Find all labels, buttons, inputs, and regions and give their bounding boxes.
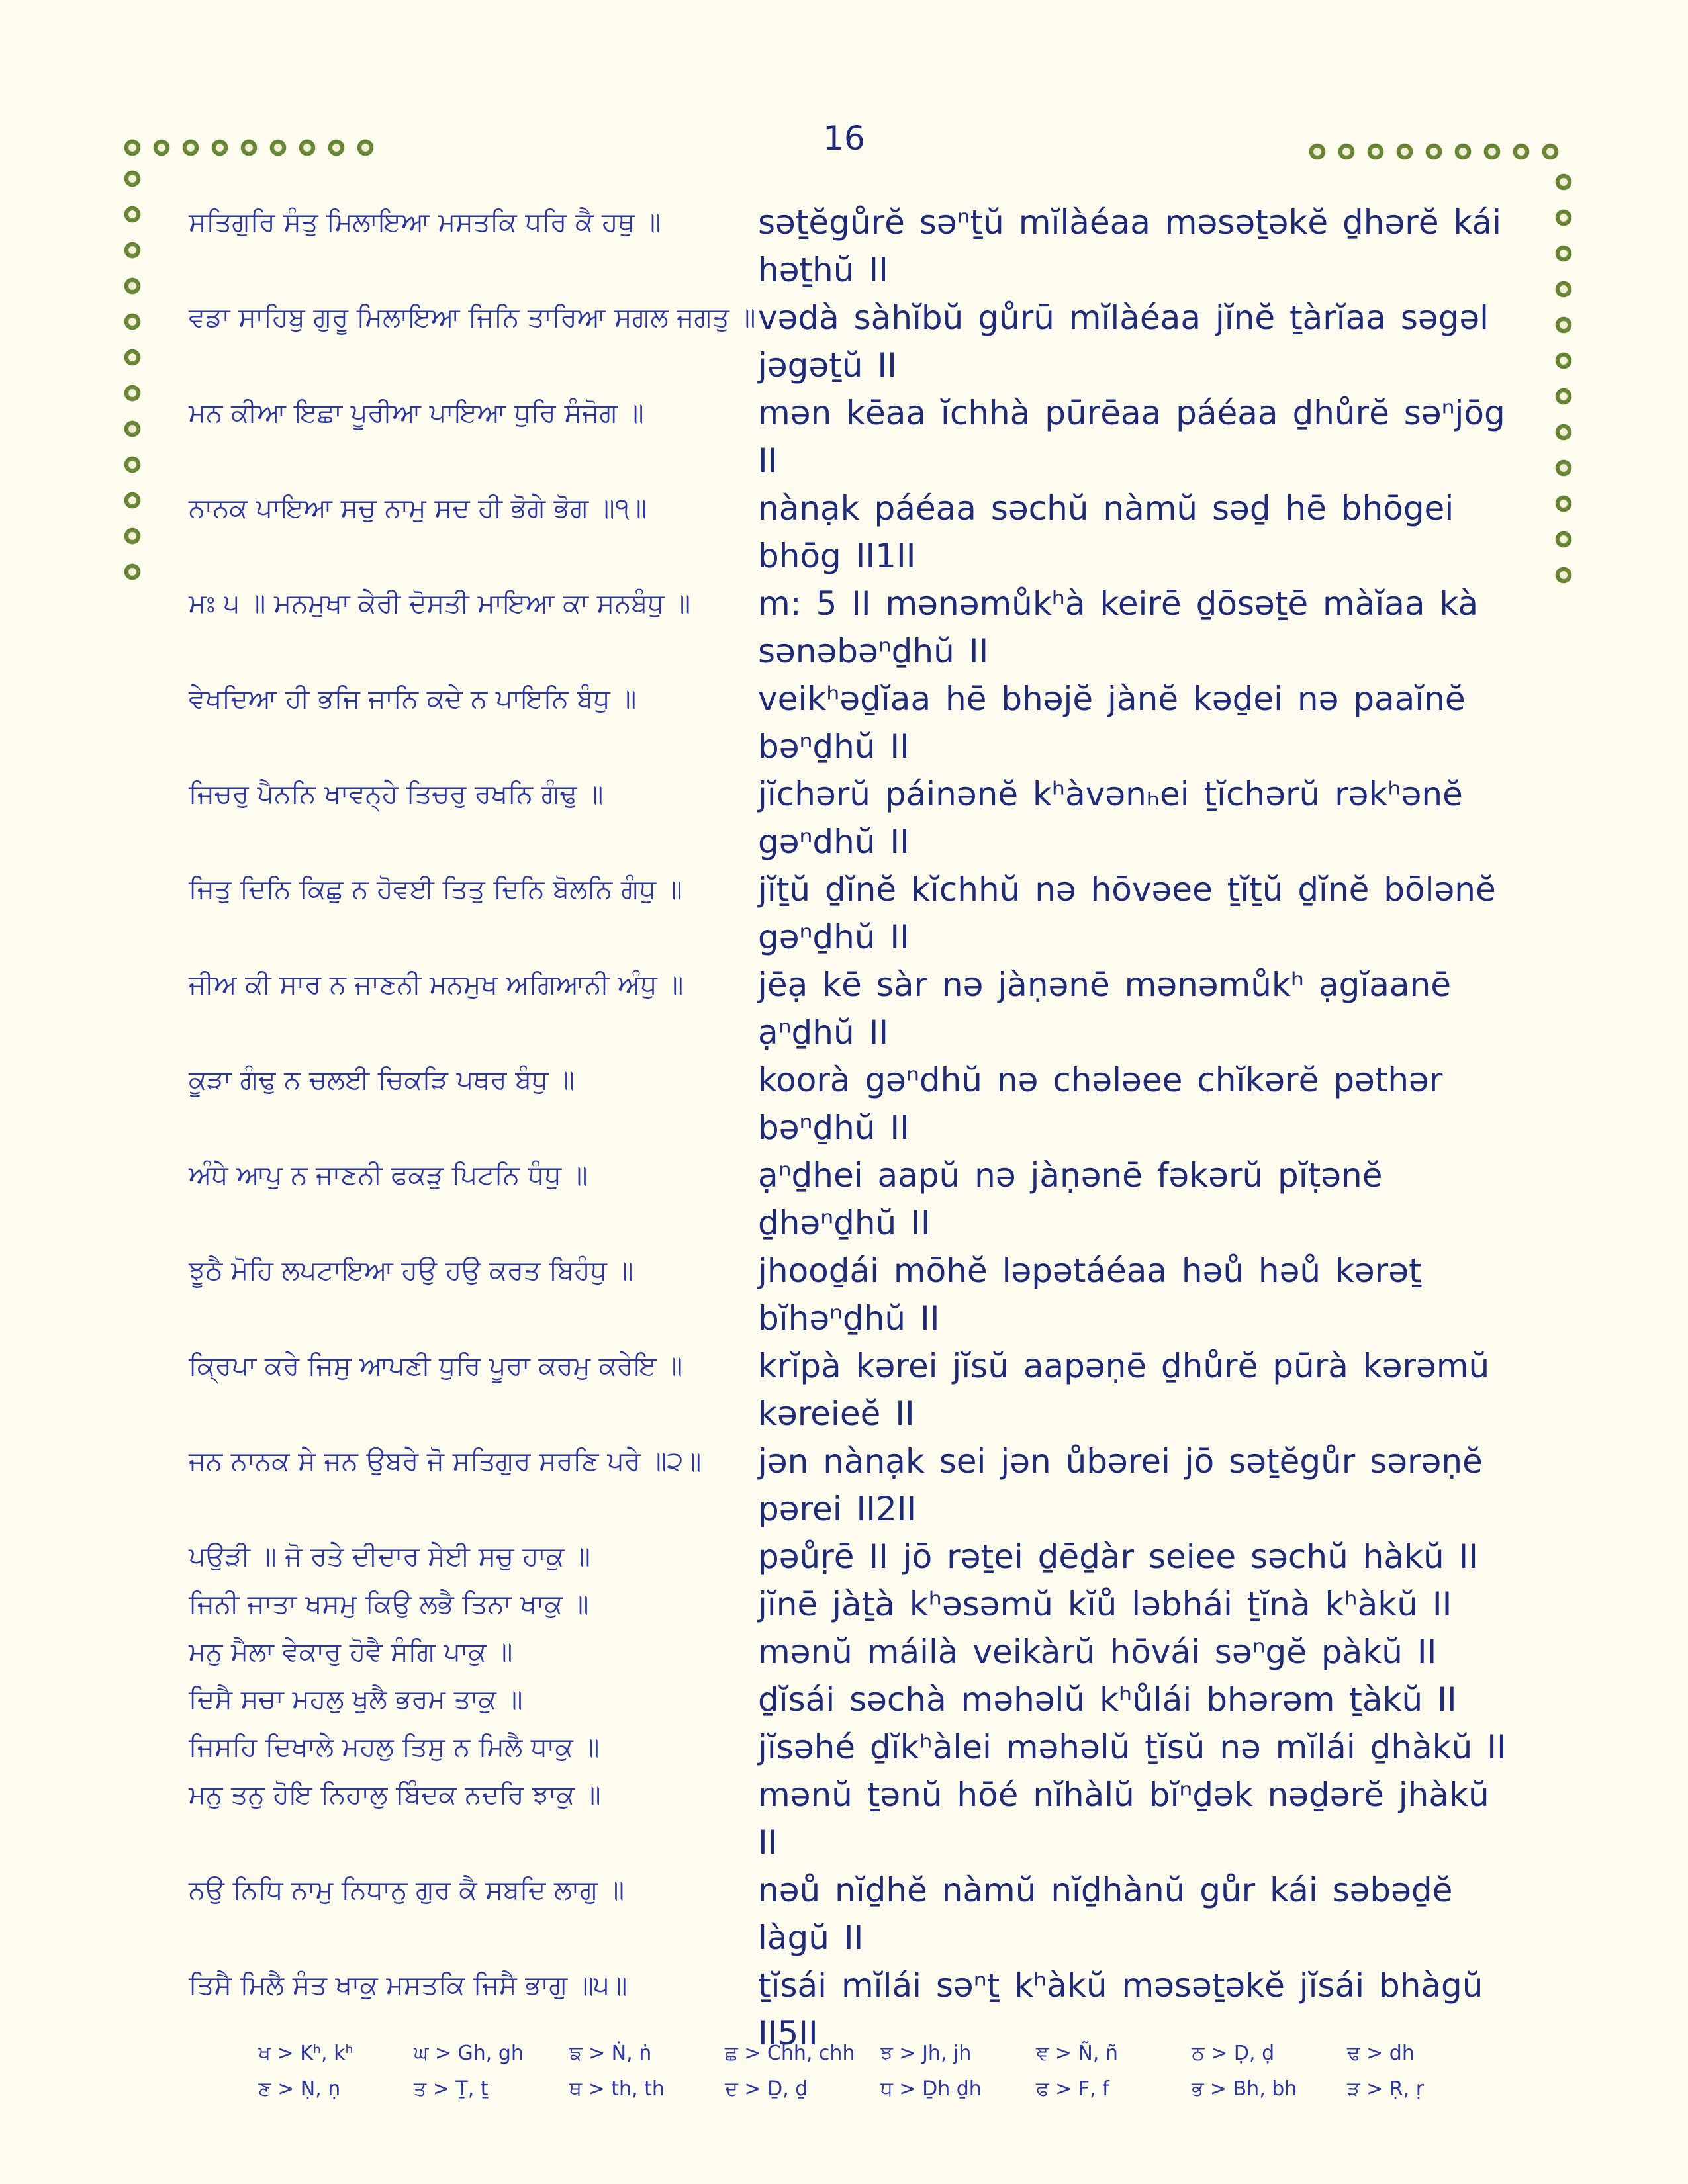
gurmukhi-line: ਮਨ ਕੀਆ ਇਛਾ ਪੂਰੀਆ ਪਾਇਆ ਧੁਰਿ ਸੰਜੋਗ ॥ bbox=[189, 398, 644, 428]
verse-row bbox=[189, 1056, 1509, 1152]
flower-icon bbox=[1554, 244, 1573, 263]
transliteration-legend bbox=[258, 2035, 1450, 2107]
transliteration-line: mən kēaa ĭchhà pūrēaa páéaa ḏhůrĕ səⁿjōg II bbox=[758, 394, 1505, 480]
flower-icon bbox=[355, 138, 375, 158]
verse-row bbox=[189, 1533, 1509, 1580]
transliteration-line: jĭnē jàṯà kʰəsəmŭ kĭů ləbhái ṯĭnà kʰàkŭ II bbox=[758, 1585, 1452, 1623]
legend-row bbox=[258, 2035, 1450, 2071]
verse-list bbox=[189, 199, 1509, 2057]
verse-row bbox=[189, 1342, 1509, 1437]
flower-icon bbox=[122, 455, 142, 475]
flower-icon bbox=[1554, 529, 1573, 549]
legend-item: ਢ > dh bbox=[1347, 2041, 1415, 2065]
legend-item: ਤ > Ṯ, ṯ bbox=[414, 2077, 489, 2101]
verse-row bbox=[189, 961, 1509, 1056]
flower-icon bbox=[122, 383, 142, 403]
verse-row bbox=[189, 294, 1509, 389]
gurmukhi-line: ਨਾਨਕ ਪਾਇਆ ਸਚੁ ਨਾਮੁ ਸਦ ਹੀ ਭੋਗੇ ਭੋਗ ॥੧॥ bbox=[189, 493, 647, 523]
verse-row bbox=[189, 580, 1509, 675]
transliteration-line: jĭsəhé ḏĭkʰàlei məhəlŭ ṯĭsŭ nə mĭlái ḏhàkŭ II bbox=[758, 1728, 1507, 1766]
gurmukhi-line: ਜਿਚਰੁ ਪੈਨਨਿ ਖਾਵਨ੍ਹੇ ਤਿਚਰੁ ਰਖਨਿ ਗੰਢੁ ॥ bbox=[189, 779, 604, 809]
flower-icon bbox=[1307, 142, 1327, 161]
flower-icon bbox=[268, 138, 288, 158]
legend-item: ਖ > Kʰ, kʰ bbox=[258, 2041, 353, 2065]
transliteration-line: mənŭ máilà veikàrŭ hōvái səⁿgĕ pàkŭ II bbox=[758, 1633, 1437, 1671]
legend-item: ਛ > Chh, chh bbox=[725, 2041, 855, 2065]
transliteration-line: nànạk páéaa səchŭ nàmŭ səḏ hē bhōgei bhōg II1II bbox=[758, 489, 1454, 575]
flower-icon bbox=[122, 240, 142, 260]
flower-icon bbox=[122, 312, 142, 332]
transliteration-line: krĭpà kərei jĭsŭ aapəṇē ḏhůrĕ pūrà kərəmŭ kəreieĕ II bbox=[758, 1347, 1490, 1433]
flower-icon bbox=[1395, 142, 1415, 161]
legend-row bbox=[258, 2071, 1450, 2107]
gurmukhi-line: ਮਨੁ ਤਨੁ ਹੋਇ ਨਿਹਾਲੁ ਬਿੰਦਕ ਨਦਰਿ ਝਾਕੁ ॥ bbox=[189, 1780, 601, 1810]
flower-icon bbox=[1336, 142, 1356, 161]
flower-icon bbox=[1554, 422, 1573, 442]
transliteration-line: veikʰəḏĭaa hē bhəjĕ jànĕ kəḏei nə paaĭnĕ bəⁿḏhŭ II bbox=[758, 680, 1466, 766]
verse-row bbox=[189, 1866, 1509, 1962]
verse-row bbox=[189, 1247, 1509, 1342]
legend-item: ਠ > Ḍ, ḍ bbox=[1192, 2041, 1275, 2065]
verse-row bbox=[189, 1628, 1509, 1676]
legend-item: ਞ > Ñ, ñ bbox=[1036, 2041, 1118, 2065]
gurmukhi-line: ਜਿਤੁ ਦਿਨਿ ਕਿਛੁ ਨ ਹੋਵਈ ਤਿਤੁ ਦਿਨਿ ਬੋਲਨਿ ਗੰਧੁ ॥ bbox=[189, 874, 682, 905]
legend-item: ਝ > Jh, jh bbox=[880, 2041, 972, 2065]
gurmukhi-line: ਕੂੜਾ ਗੰਢੁ ਨ ਚਲਈ ਚਿਕੜਿ ਪਥਰ ਬੰਧੁ ॥ bbox=[189, 1065, 575, 1095]
flower-icon bbox=[1540, 142, 1560, 161]
verse-row bbox=[189, 1676, 1509, 1723]
flower-icon bbox=[122, 490, 142, 510]
flower-icon bbox=[122, 347, 142, 367]
gurmukhi-line: ਨਉ ਨਿਧਿ ਨਾਮੁ ਨਿਧਾਨੁ ਗੁਰ ਕੈ ਸਬਦਿ ਲਾਗੁ ॥ bbox=[189, 1875, 625, 1905]
gurmukhi-line: ਮਨੁ ਮੈਲਾ ਵੇਕਾਰੁ ਹੋਵੈ ਸੰਗਿ ਪਾਕੁ ॥ bbox=[189, 1637, 513, 1667]
flower-icon bbox=[1554, 494, 1573, 514]
legend-item: ਭ > Bh, bh bbox=[1192, 2077, 1297, 2101]
flower-icon bbox=[297, 138, 317, 158]
gurmukhi-line: ਮਃ ੫ ॥ ਮਨਮੁਖਾ ਕੇਰੀ ਦੋਸਤੀ ਮਾਇਆ ਕਾ ਸਨਬੰਧੁ ॥ bbox=[189, 588, 691, 619]
verse-row bbox=[189, 1580, 1509, 1628]
transliteration-line: jhooḏái mōhĕ ləpətáéaa həů həů kərəṯ bĭhəⁿḏhŭ II bbox=[758, 1251, 1422, 1338]
transliteration-line: nəů nĭḏhĕ nàmŭ nĭḏhànŭ gůr kái səbəḏĕ làgŭ II bbox=[758, 1871, 1453, 1957]
gurmukhi-line: ਝੂਠੈ ਮੋਹਿ ਲਪਟਾਇਆ ਹਉ ਹਉ ਕਰਤ ਬਿਹੰਧੁ ॥ bbox=[189, 1255, 633, 1286]
gurmukhi-line: ਅੰਧੇ ਆਪੁ ਨ ਜਾਣਨੀ ਫਕੜੁ ਪਿਟਨਿ ਧੰਧੁ ॥ bbox=[189, 1160, 588, 1191]
flower-icon bbox=[181, 138, 201, 158]
transliteration-line: koorà gəⁿdhŭ nə chələee chĭkərĕ pəthər bəⁿḏhŭ II bbox=[758, 1061, 1443, 1147]
transliteration-line: mənŭ ṯənŭ hōé nĭhàlŭ bĭⁿḏək nəḏərĕ jhàkŭ II bbox=[758, 1776, 1489, 1862]
legend-item: ਦ > Ḏ, ḏ bbox=[725, 2077, 808, 2101]
flower-icon bbox=[122, 138, 142, 158]
flower-icon bbox=[1366, 142, 1385, 161]
transliteration-line: ạⁿḏhei aapŭ nə jàṇənē fəkərŭ pĭṭənĕ ḏhəⁿḏhŭ II bbox=[758, 1156, 1383, 1242]
verse-row bbox=[189, 1437, 1509, 1533]
flower-icon bbox=[1554, 315, 1573, 335]
flower-icon bbox=[1554, 279, 1573, 299]
gurmukhi-line: ਦਿਸੈ ਸਚਾ ਮਹਲੁ ਖੁਲੈ ਭਰਮ ਤਾਕੁ ॥ bbox=[189, 1684, 523, 1715]
flower-icon bbox=[1424, 142, 1444, 161]
legend-item: ਧ > Ḏh ḏh bbox=[880, 2077, 982, 2101]
ornament-top-left bbox=[122, 138, 375, 164]
flower-icon bbox=[326, 138, 346, 158]
flower-icon bbox=[1511, 142, 1531, 161]
flower-icon bbox=[122, 205, 142, 224]
flower-icon bbox=[239, 138, 259, 158]
gurmukhi-line: ਕ੍ਰਿਪਾ ਕਰੇ ਜਿਸੁ ਆਪਣੀ ਧੁਰਿ ਪੂਰਾ ਕਰਮੁ ਕਰੇਇ ॥ bbox=[189, 1351, 683, 1381]
legend-item: ਣ > Ṇ, ṇ bbox=[258, 2077, 341, 2101]
transliteration-line: m: 5 II mənəmůkʰà keirē ḏōsəṯē màĭaa kà sənəbəⁿḏhŭ II bbox=[758, 584, 1479, 670]
ornament-left-column bbox=[119, 169, 146, 582]
verse-row bbox=[189, 770, 1509, 866]
flower-icon bbox=[1554, 565, 1573, 585]
ornament-right-column bbox=[1550, 172, 1577, 585]
transliteration-line: jēạ kē sàr nə jàṇənē mənəmůkʰ ạgĭaanē ạⁿḏhŭ II bbox=[758, 966, 1451, 1052]
legend-item: ਫ > F, f bbox=[1036, 2077, 1109, 2101]
transliteration-line: jĭchərŭ páinənĕ kʰàvənₕei ṯĭchərŭ rəkʰənĕ gəⁿdhŭ II bbox=[758, 775, 1463, 861]
flower-icon bbox=[1554, 387, 1573, 406]
flower-icon bbox=[122, 419, 142, 439]
verse-row bbox=[189, 484, 1509, 580]
flower-icon bbox=[1482, 142, 1502, 161]
verse-row bbox=[189, 1771, 1509, 1866]
flower-icon bbox=[1453, 142, 1473, 161]
transliteration-line: pəůṛē II jō rəṯei ḏēḏàr seiee səchŭ hàkŭ II bbox=[758, 1537, 1479, 1576]
gurmukhi-line: ਜਿਨੀ ਜਾਤਾ ਖਸਮੁ ਕਿਉ ਲਭੈ ਤਿਨਾ ਖਾਕੁ ॥ bbox=[189, 1589, 589, 1619]
verse-row bbox=[189, 199, 1509, 294]
flower-icon bbox=[122, 169, 142, 189]
verse-row bbox=[189, 866, 1509, 961]
transliteration-line: jĭṯŭ ḏĭnĕ kĭchhŭ nə hōvəee ṯĭṯŭ ḏĭnĕ bōlənĕ gəⁿḏhŭ II bbox=[758, 870, 1496, 956]
flower-icon bbox=[1554, 208, 1573, 228]
gurmukhi-line: ਜੀਅ ਕੀ ਸਾਰ ਨ ਜਾਣਨੀ ਮਨਮੁਖ ਅਗਿਆਨੀ ਅੰਧੁ ॥ bbox=[189, 970, 684, 1000]
legend-item: ੜ > Ṛ, ṛ bbox=[1347, 2077, 1425, 2101]
transliteration-line: jən nànạk sei jən ůbərei jō səṯĕgůr sərəṇĕ pərei II2II bbox=[758, 1442, 1483, 1528]
transliteration-line: səṯĕgůrĕ səⁿṯŭ mĭlàéaa məsəṯəkĕ ḏhərĕ kái həṯhŭ II bbox=[758, 203, 1502, 289]
transliteration-line: vədà sàhĭbŭ gůrū mĭlàéaa jĭnĕ ṯàrĭaa səgəl jəgəṯŭ II bbox=[758, 298, 1489, 385]
page-number: 16 bbox=[823, 119, 865, 158]
verse-row bbox=[189, 675, 1509, 770]
gurmukhi-line: ਤਿਸੈ ਮਿਲੈ ਸੰਤ ਖਾਕੁ ਮਸਤਕਿ ਜਿਸੈ ਭਾਗੁ ॥੫॥ bbox=[189, 1970, 628, 2001]
transliteration-line: ṯĭsái mĭlái səⁿṯ kʰàkŭ məsəṯəkĕ jĭsái bhàgŭ II5II bbox=[758, 1966, 1483, 2052]
transliteration-line: ḏĭsái səchà məhəlŭ kʰůlái bhərəm ṯàkŭ II bbox=[758, 1680, 1457, 1719]
flower-icon bbox=[122, 276, 142, 296]
legend-item: ਙ > Ṅ, ṅ bbox=[569, 2041, 652, 2065]
flower-icon bbox=[1554, 172, 1573, 192]
flower-icon bbox=[122, 562, 142, 582]
legend-item: ਘ > Gh, gh bbox=[414, 2041, 524, 2065]
flower-icon bbox=[210, 138, 230, 158]
ornament-top-right bbox=[1307, 142, 1560, 168]
gurmukhi-line: ਜਨ ਨਾਨਕ ਸੇ ਜਨ ਉਬਰੇ ਜੋ ਸਤਿਗੁਰ ਸਰਣਿ ਪਰੇ ॥੨॥ bbox=[189, 1446, 702, 1477]
legend-item: ਥ > th, th bbox=[569, 2077, 665, 2101]
gurmukhi-line: ਪਉੜੀ ॥ ਜੋ ਰਤੇ ਦੀਦਾਰ ਸੇਈ ਸਚੁ ਹਾਕੁ ॥ bbox=[189, 1541, 590, 1572]
flower-icon bbox=[1554, 458, 1573, 478]
verse-row bbox=[189, 389, 1509, 484]
verse-row bbox=[189, 1723, 1509, 1771]
flower-icon bbox=[152, 138, 171, 158]
gurmukhi-line: ਵਡਾ ਸਾਹਿਬੁ ਗੁਰੂ ਮਿਲਾਇਆ ਜਿਨਿ ਤਾਰਿਆ ਸਗਲ ਜਗਤੁ ॥ bbox=[189, 302, 756, 333]
gurmukhi-line: ਵੇਖਦਿਆ ਹੀ ਭਜਿ ਜਾਨਿ ਕਦੇ ਨ ਪਾਇਨਿ ਬੰਧੁ ॥ bbox=[189, 684, 637, 714]
gurmukhi-line: ਜਿਸਹਿ ਦਿਖਾਲੇ ਮਹਲੁ ਤਿਸੁ ਨ ਮਿਲੈ ਧਾਕੁ ॥ bbox=[189, 1732, 600, 1762]
gurmukhi-line: ਸਤਿਗੁਰਿ ਸੰਤੁ ਮਿਲਾਇਆ ਮਸਤਕਿ ਧਰਿ ਕੈ ਹਥੁ ॥ bbox=[189, 207, 661, 238]
flower-icon bbox=[122, 526, 142, 546]
flower-icon bbox=[1554, 351, 1573, 371]
verse-row bbox=[189, 1152, 1509, 1247]
